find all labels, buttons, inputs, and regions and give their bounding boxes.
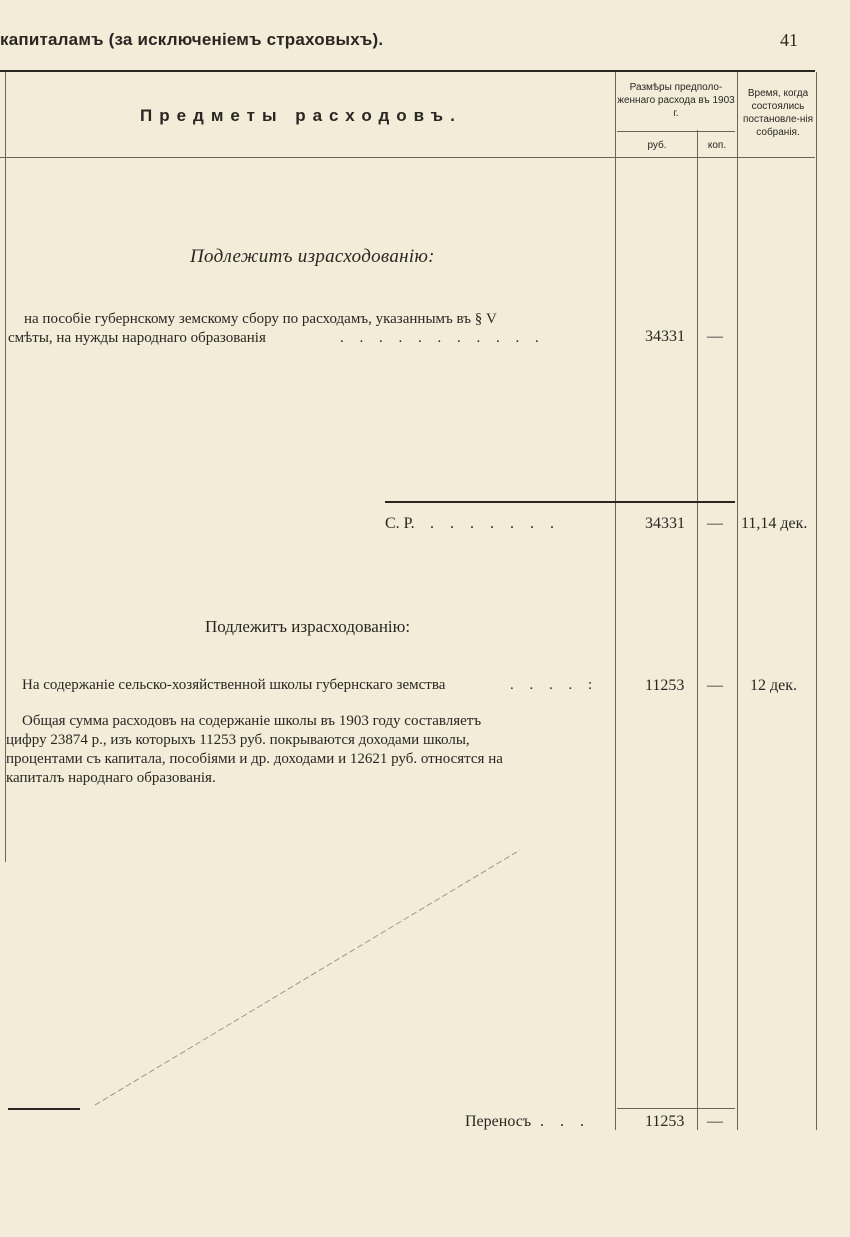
footer-amount-rule [617, 1108, 735, 1109]
section1-item-line1: на пособіе губернскому земскому сбору по расходамъ, указаннымъ въ § V [24, 311, 497, 327]
section2-leader-dots: . . . . : [510, 677, 599, 693]
section1-total-rub: 34331 [645, 515, 685, 532]
column-title-amount: Размѣры предполо-женнаго расхода въ 1903 г. [617, 82, 735, 119]
section1-item-kop: — [707, 328, 723, 345]
section1-item-rub: 34331 [645, 328, 685, 345]
section1-leader-dots: . . . . . . . . . . . [340, 330, 545, 346]
footer-left-rule [8, 1108, 80, 1110]
footer-kop: — [707, 1113, 723, 1130]
footer-carry-label: Переносъ [465, 1113, 532, 1130]
section2-item-time: 12 дек. [750, 677, 798, 694]
section2-item-kop: — [707, 677, 723, 694]
section1-total-time: 11,14 дек. [741, 515, 808, 532]
section1-subheading: Подлежитъ израсходованію: [190, 246, 435, 267]
page-number: 41 [780, 30, 798, 50]
footer-leader-dots: . . . [540, 1113, 590, 1130]
note-line: капиталъ народнаго образованія. [6, 770, 216, 786]
note-line: цифру 23874 р., изъ которыхъ 11253 руб. покрываются доходами школы, [6, 732, 470, 748]
section2-item-rub: 11253 [645, 677, 685, 694]
footer-rub: 11253 [645, 1113, 685, 1130]
note-line: Общая сумма расходовъ на содержаніе школы въ 1903 году составляетъ [22, 713, 482, 729]
section2-item-line: На содержаніе сельско-хозяйственной школы губернскаго земства [22, 677, 446, 693]
section1-total-label: С. Р. [385, 515, 415, 532]
section1-total-kop: — [707, 515, 723, 532]
note-line: процентами съ капитала, пособіями и др. доходами и 12621 руб. относятся на [6, 751, 503, 767]
section2-subheading: Подлежитъ израсходованію: [205, 617, 411, 636]
running-header-title: капиталамъ (за исключеніемъ страховыхъ). [0, 30, 384, 49]
section1-total-dots: . . . . . . . [430, 515, 560, 532]
column-title-kop: коп. [707, 140, 727, 151]
column-title-items: Предметы расходовъ. [140, 106, 462, 125]
column-title-time: Время, когда состоялись постановле-нія собранія. [742, 88, 814, 138]
column-title-rub: руб. [647, 140, 667, 151]
section1-item-line2: смѣты, на нужды народнаго образованія [8, 330, 266, 346]
